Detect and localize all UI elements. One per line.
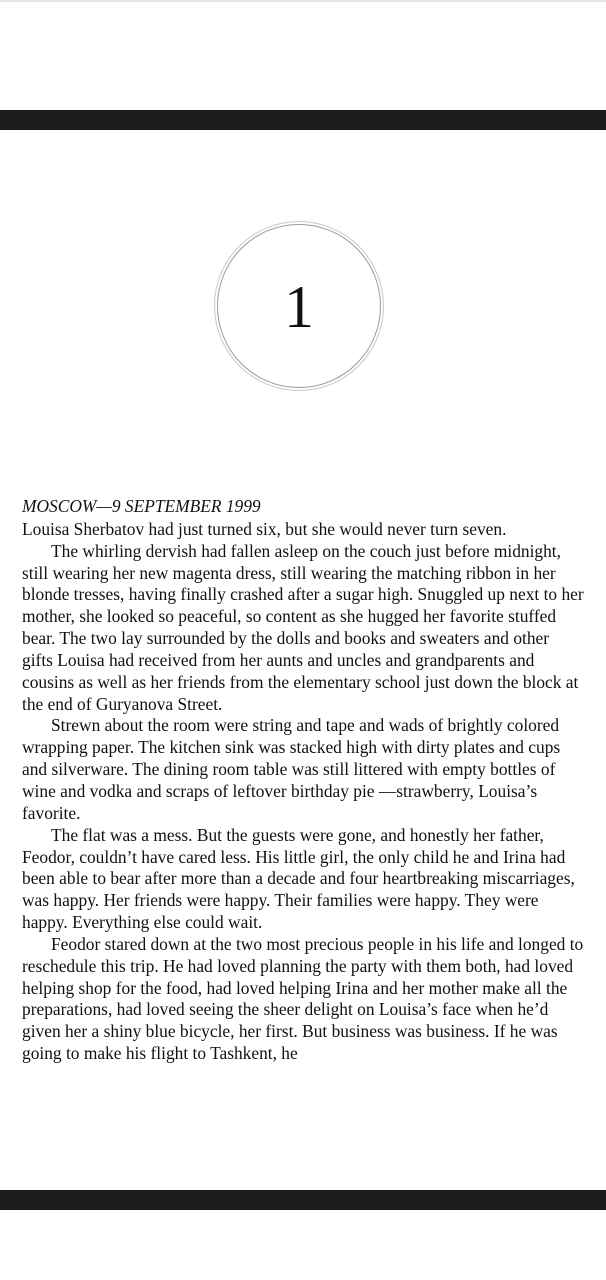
chapter-number: 1 bbox=[284, 274, 314, 340]
paragraph: Strewn about the room were string and tape and wads of brightly colored wrapping paper. The kitchen sink was stacked high with dirty plates and cups and silverware. The dining room table was still littered with empty bottles of wine and vodka and scraps of leftover birthday pie —strawberry, Louisa’s favorite. bbox=[22, 715, 561, 823]
header-bar bbox=[0, 110, 606, 130]
footer-bar bbox=[0, 1190, 606, 1210]
top-divider bbox=[0, 0, 606, 2]
paragraph: Louisa Sherbatov had just turned six, but she would never turn seven. bbox=[22, 518, 507, 539]
paragraph: The flat was a mess. But the guests were gone, and honestly her father, Feodor, couldn’t have cared less. His little girl, the only child he and Irina had been able to bear after more than a decade and four heartbreaking miscarriages, was happy. Her friends were happy. Their families were happy. They were happy. Everything else could wait. bbox=[22, 824, 575, 933]
paragraph: Feodor stared down at the two most precious people in his life and longed to reschedule this trip. He had loved planning the party with them both, had loved helping shop for the food, had loved helping Irina and her mother make all the preparations, had loved seeing the sheer delight on Louisa’s face when he’d given her a shiny blue bicycle, her first. But business was business. If he was going to make his flight to Tashkent, he bbox=[22, 933, 584, 1064]
chapter-badge bbox=[217, 224, 381, 388]
paragraph: The whirling dervish had fallen asleep on the couch just before midnight, still wearing her new magenta dress, still wearing the matching ribbon in her blonde tresses, having finally crashed after a sugar high. Snuggled up next to her mother, she looked so peaceful, so content as she hugged her favorite stuffed bear. The two lay surrounded by the dolls and books and sweaters and other gifts Louisa had received from her aunts and uncles and grandparents and cousins as well as her friends from the elementary school just down the block at the end of Guryanova Street. bbox=[22, 540, 584, 714]
dateline: MOSCOW—9 SEPTEMBER 1999 bbox=[22, 496, 261, 516]
chapter-text bbox=[22, 496, 584, 1065]
